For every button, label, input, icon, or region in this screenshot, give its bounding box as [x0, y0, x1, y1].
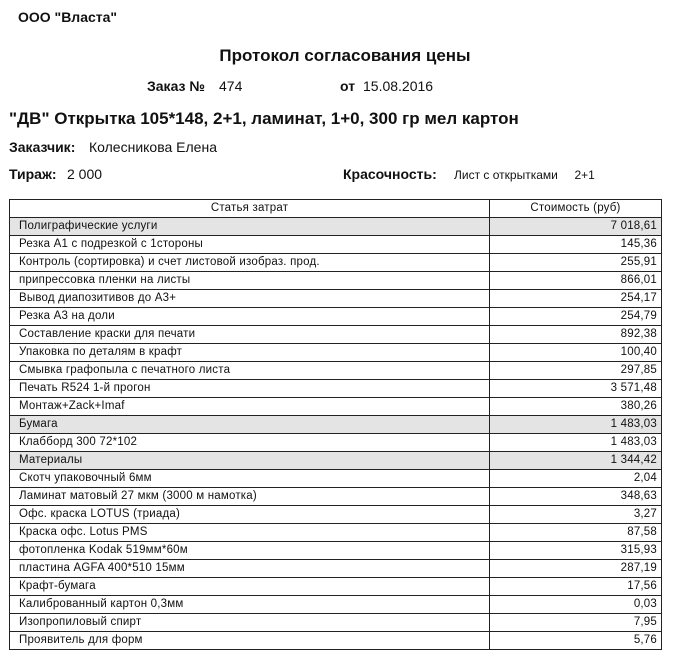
cost-item-value: 100,40 [490, 344, 662, 362]
table-row [10, 632, 662, 650]
cost-item-value: 145,36 [490, 236, 662, 254]
cost-item-name: пластина AGFA 400*510 15мм [10, 560, 490, 578]
cost-item-value: 892,38 [490, 326, 662, 344]
run-value: 2 000 [67, 166, 103, 182]
cost-item-value: 1 483,03 [490, 416, 662, 434]
table-row [10, 218, 662, 236]
document-title: Протокол согласования цены [219, 46, 471, 65]
cost-item-name: Вывод диапозитивов до А3+ [10, 290, 490, 308]
table-row [10, 560, 662, 578]
order-label: Заказ № [147, 78, 205, 94]
cost-item-value: 1 483,03 [490, 434, 662, 452]
cost-table-body [10, 218, 662, 650]
cost-item-name: Резка А3 на доли [10, 308, 490, 326]
cost-item-name: Материалы [10, 452, 490, 470]
company-name: ООО "Власта" [18, 9, 118, 25]
cost-item-value: 348,63 [490, 488, 662, 506]
table-row [10, 416, 662, 434]
table-row [10, 362, 662, 380]
cost-item-name: Проявитель для форм [10, 632, 490, 650]
table-row [10, 488, 662, 506]
cost-item-value: 3,27 [490, 506, 662, 524]
cost-item-name: Бумага [10, 416, 490, 434]
table-row [10, 344, 662, 362]
cost-item-value: 315,93 [490, 542, 662, 560]
table-row [10, 236, 662, 254]
table-row [10, 524, 662, 542]
cost-item-value: 255,91 [490, 254, 662, 272]
cost-item-name: Крафт-бумага [10, 578, 490, 596]
order-date-label: от [340, 78, 356, 94]
header-cost-value: Стоимость (руб) [490, 200, 662, 218]
table-row [10, 614, 662, 632]
header-cost-item: Статья затрат [10, 200, 490, 218]
colors-label: Красочность: [343, 166, 437, 182]
table-row [10, 380, 662, 398]
cost-item-value: 7 018,61 [490, 218, 662, 236]
order-number: 474 [219, 78, 243, 94]
table-row [10, 542, 662, 560]
table-row [10, 308, 662, 326]
cost-item-value: 287,19 [490, 560, 662, 578]
customer-value: Колесникова Елена [89, 139, 217, 155]
cost-item-value: 297,85 [490, 362, 662, 380]
cost-item-name: Клабборд 300 72*102 [10, 434, 490, 452]
customer-label: Заказчик: [9, 139, 76, 155]
cost-item-value: 87,58 [490, 524, 662, 542]
cost-item-value: 1 344,42 [490, 452, 662, 470]
cost-item-name: Изопропиловый спирт [10, 614, 490, 632]
cost-item-name: Полиграфические услуги [10, 218, 490, 236]
cost-item-name: припрессовка пленки на листы [10, 272, 490, 290]
cost-item-value: 0,03 [490, 596, 662, 614]
cost-item-name: Монтаж+Zack+Imaf [10, 398, 490, 416]
run-label: Тираж: [9, 166, 57, 182]
cost-item-value: 5,76 [490, 632, 662, 650]
table-row [10, 254, 662, 272]
cost-item-value: 2,04 [490, 470, 662, 488]
table-row [10, 290, 662, 308]
table-row [10, 506, 662, 524]
cost-item-name: Скотч упаковочный 6мм [10, 470, 490, 488]
cost-item-name: Контроль (сортировка) и счет листовой изобраз. прод. [10, 254, 490, 272]
table-row [10, 434, 662, 452]
cost-item-name: Краска офс. Lotus PMS [10, 524, 490, 542]
table-row [10, 596, 662, 614]
table-row [10, 470, 662, 488]
table-row [10, 578, 662, 596]
cost-item-name: Упаковка по деталям в крафт [10, 344, 490, 362]
cost-item-value: 866,01 [490, 272, 662, 290]
colors-value: Лист с открытками 2+1 [454, 168, 595, 182]
cost-item-name: Офс. краска LOTUS (триада) [10, 506, 490, 524]
table-header-row [10, 200, 662, 218]
cost-item-name: Калиброванный картон 0,3мм [10, 596, 490, 614]
cost-item-name: Печать R524 1-й прогон [10, 380, 490, 398]
table-row [10, 326, 662, 344]
table-row [10, 272, 662, 290]
product-title: "ДВ" Открытка 105*148, 2+1, ламинат, 1+0, 300 гр мел картон [9, 109, 519, 128]
cost-item-name: Ламинат матовый 27 мкм (3000 м намотка) [10, 488, 490, 506]
cost-item-name: Резка А1 с подрезкой с 1стороны [10, 236, 490, 254]
cost-item-value: 254,17 [490, 290, 662, 308]
cost-item-name: фотопленка Kodak 519мм*60м [10, 542, 490, 560]
cost-item-value: 7,95 [490, 614, 662, 632]
cost-item-name: Смывка графопыла с печатного листа [10, 362, 490, 380]
table-row [10, 452, 662, 470]
cost-item-value: 380,26 [490, 398, 662, 416]
table-row [10, 398, 662, 416]
order-date: 15.08.2016 [363, 78, 434, 94]
cost-item-value: 17,56 [490, 578, 662, 596]
cost-item-value: 254,79 [490, 308, 662, 326]
cost-item-value: 3 571,48 [490, 380, 662, 398]
cost-item-name: Составление краски для печати [10, 326, 490, 344]
cost-table [9, 199, 662, 650]
